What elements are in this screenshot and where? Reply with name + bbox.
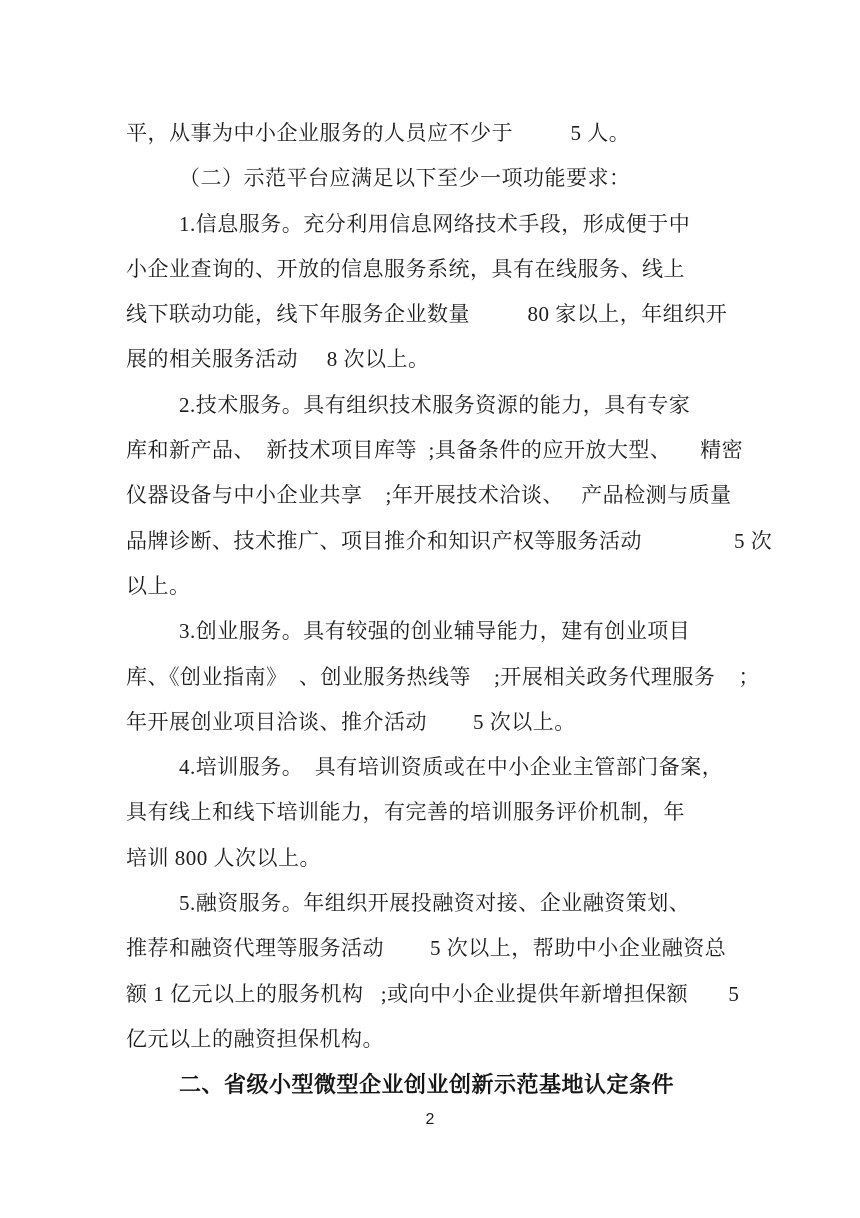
text-line: 展的相关服务活动 8 次以上。	[126, 347, 430, 372]
text-line: 年开展创业项目洽谈、推介活动 5 次以上。	[126, 709, 576, 734]
text-line: 库和新产品、 新技术项目库等 ;具备条件的应开放大型、 精密	[126, 438, 744, 463]
text-line: 小企业查询的、开放的信息服务系统，具有在线服务、线上	[126, 256, 685, 281]
text-line: 平，从事为中小企业服务的人员应不少于 5 人。	[126, 121, 631, 145]
text-line: 仪器设备与中小企业共享 ;年开展技术洽谈、 产品检测与质量	[126, 483, 732, 508]
text-line: 亿元以上的融资担保机构。	[126, 1026, 384, 1051]
text-line: 线下联动功能，线下年服务企业数量 80 家以上，年组织开	[126, 302, 728, 327]
text-line: 4.培训服务。 具有培训资质或在中小企业主管部门备案，	[179, 755, 724, 780]
section-heading: 二、省级小型微型企业创业创新示范基地认定条件	[179, 1072, 675, 1098]
text-line: 推荐和融资代理等服务活动 5 次以上，帮助中小企业融资总	[126, 936, 727, 961]
text-line: 品牌诊断、技术推广、项目推介和知识产权等服务活动 5 次	[126, 528, 773, 553]
text-line: （二）示范平台应满足以下至少一项功能要求：	[179, 166, 631, 191]
document-body	[126, 111, 773, 1108]
text-line: 具有线上和线下培训能力，有完善的培训服务评价机制，年	[126, 800, 685, 825]
text-line: 以上。	[126, 573, 191, 598]
text-line: 额 1 亿元以上的服务机构 ;或向中小企业提供年新增担保额 5	[126, 981, 740, 1006]
text-line: 培训 800 人次以上。	[126, 845, 321, 870]
page-number: 2	[425, 1111, 435, 1128]
text-line: 3.创业服务。具有较强的创业辅导能力，建有创业项目	[179, 619, 691, 644]
text-line: 2.技术服务。具有组织技术服务资源的能力，具有专家	[179, 392, 691, 417]
text-line: 1.信息服务。充分利用信息网络技术手段，形成便于中	[179, 211, 691, 236]
text-line: 5.融资服务。年组织开展投融资对接、企业融资策划、	[179, 891, 691, 916]
text-line: 库、《创业指南》 、创业服务热线等 ;开展相关政务代理服务 ；	[126, 664, 760, 689]
